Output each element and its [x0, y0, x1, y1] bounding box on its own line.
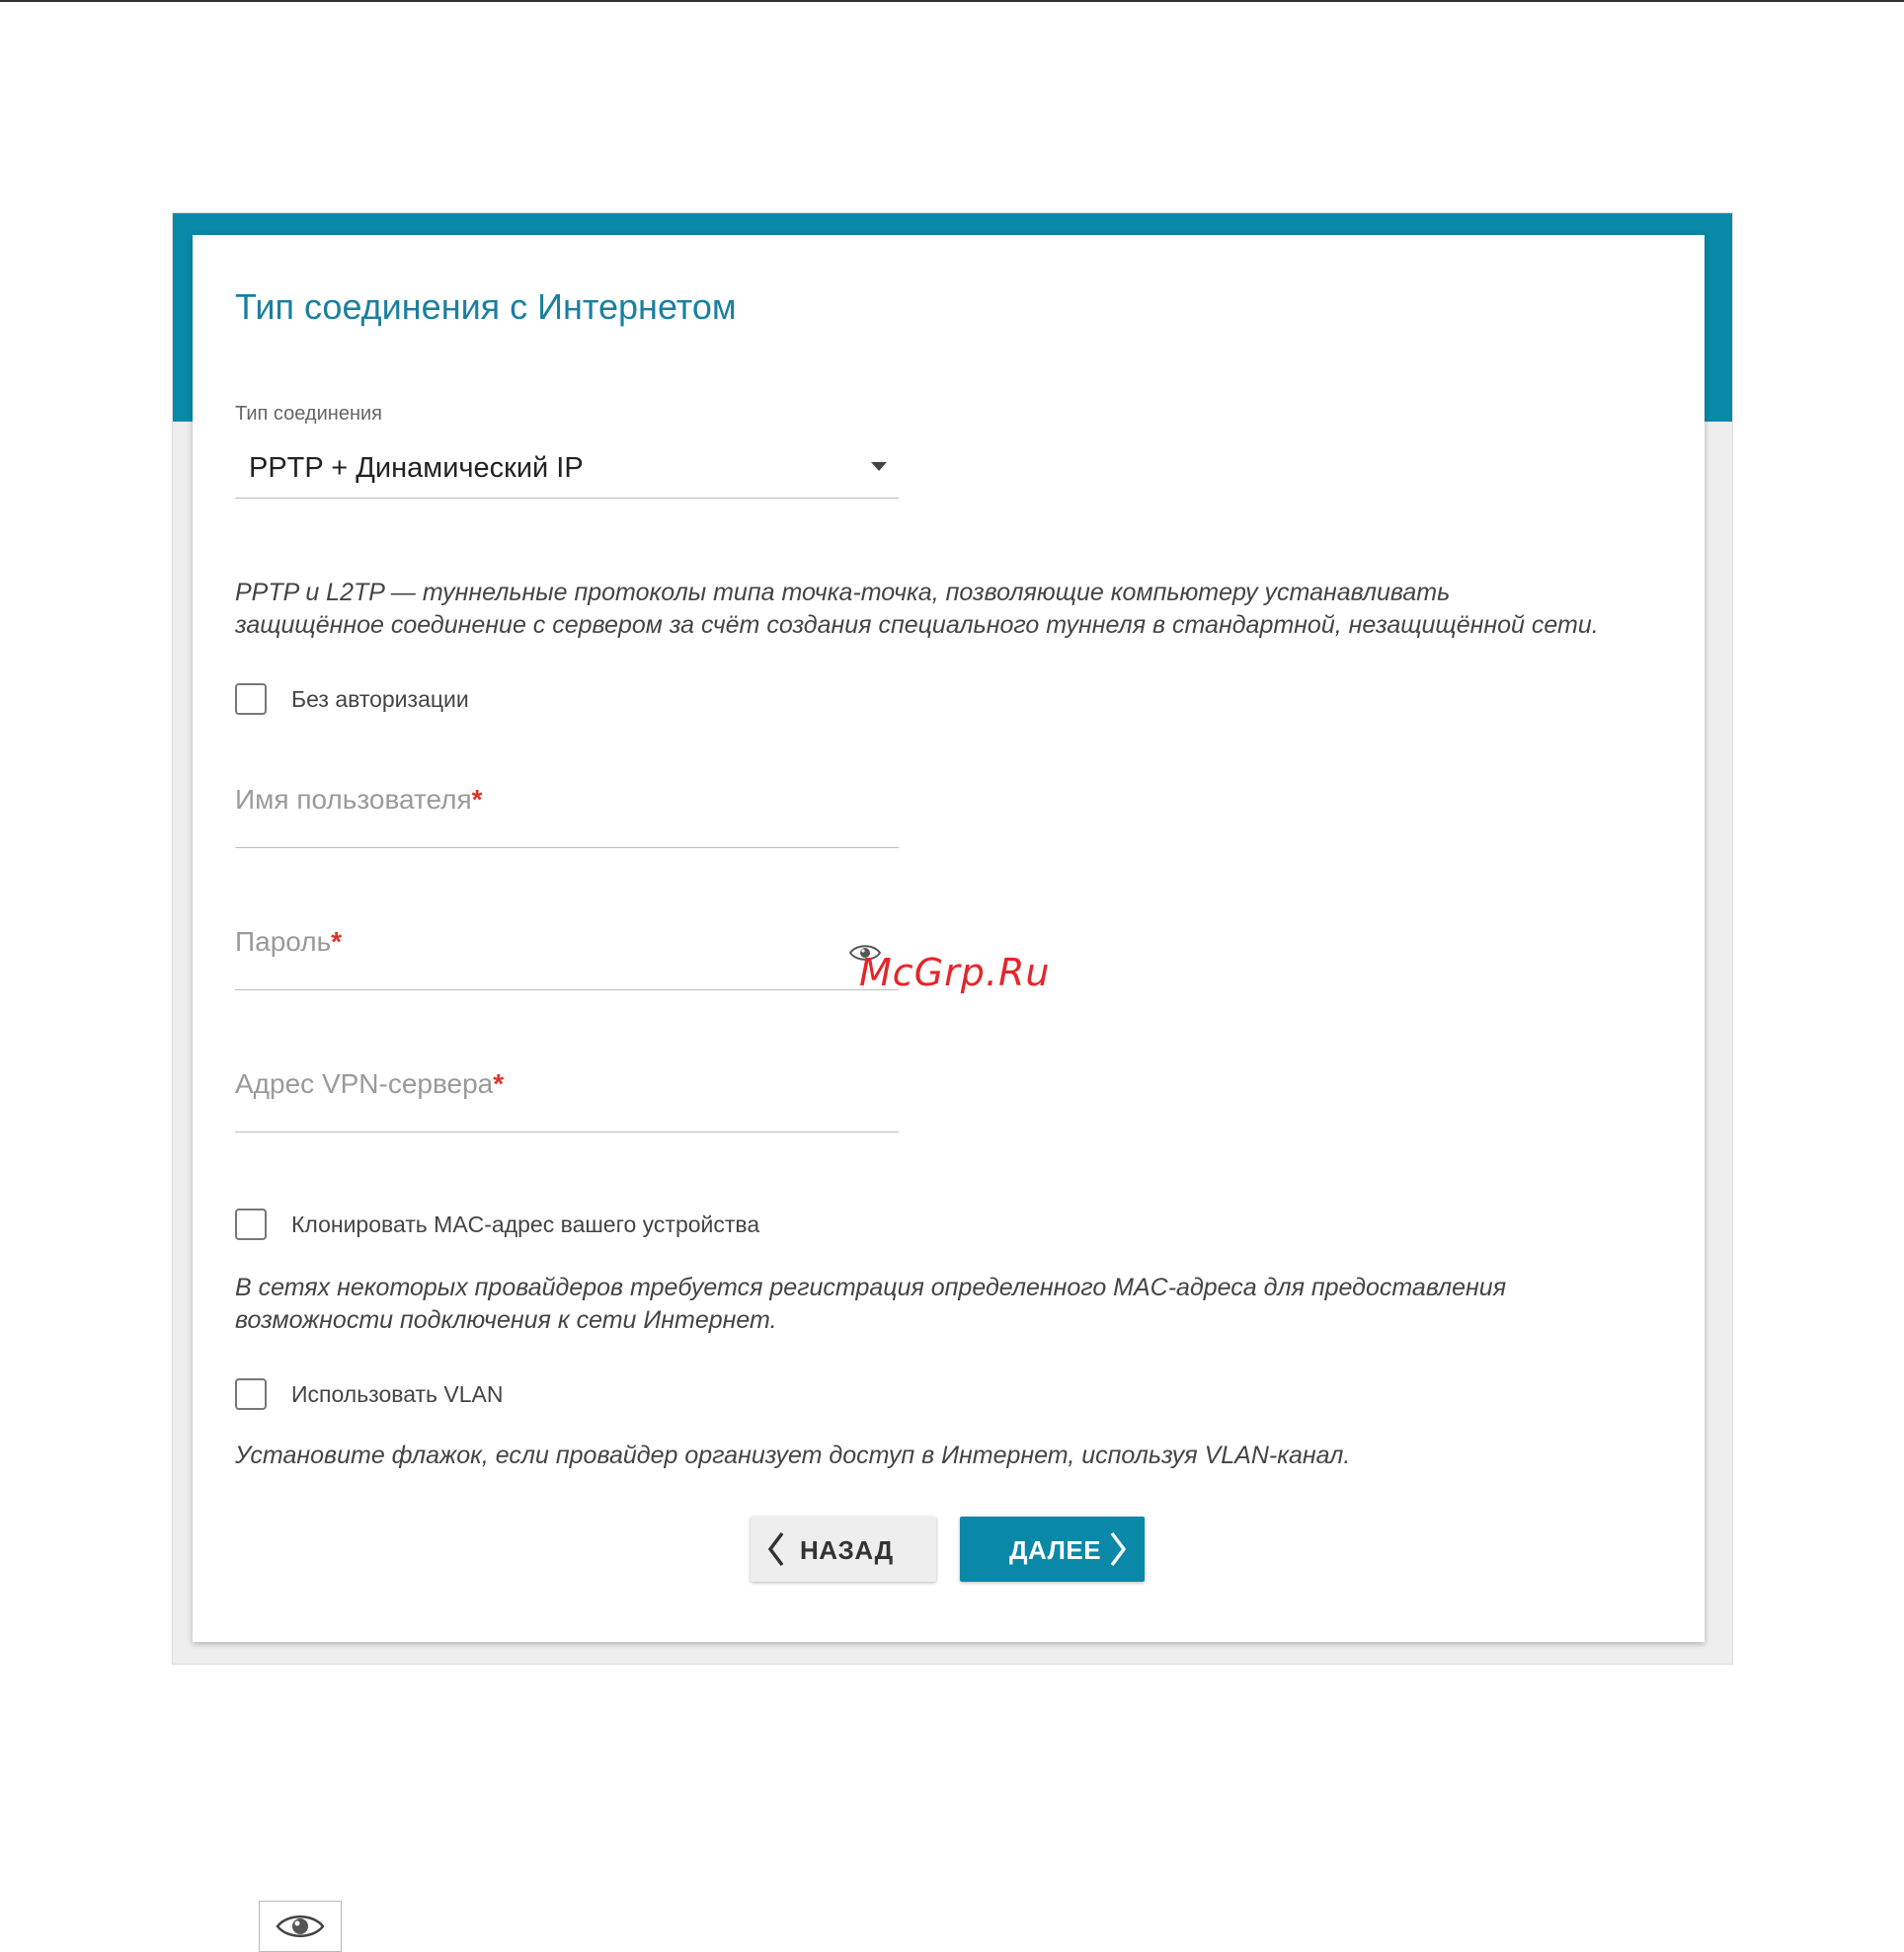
clone-mac-hint: [235, 1272, 1657, 1337]
vlan-checkbox[interactable]: [235, 1378, 267, 1410]
required-mark: *: [471, 784, 483, 815]
required-mark: *: [331, 926, 343, 957]
vlan-hint: Установите флажок, если провайдер организует доступ в Интернет, используя VLAN-канал.: [235, 1442, 1351, 1469]
page-title: Тип соединения с Интернетом: [235, 286, 737, 327]
eye-icon: [276, 1912, 325, 1941]
required-mark: *: [493, 1068, 505, 1099]
clone-mac-hint-line1: В сетях некоторых провайдеров требуется регистрация определенного MAC-адреса для предоставления: [235, 1274, 1507, 1301]
protocol-description: [235, 577, 1657, 642]
no-auth-label: Без авторизации: [291, 686, 469, 712]
vlan-label: Использовать VLAN: [291, 1381, 504, 1407]
next-button-label: ДАЛЕЕ: [1009, 1535, 1102, 1565]
wizard-card: [193, 235, 1705, 1642]
connection-type-select[interactable]: [235, 442, 899, 499]
password-placeholder: Пароль*: [235, 926, 343, 957]
back-button[interactable]: [751, 1517, 936, 1582]
clone-mac-label: Клонировать MAC-адрес вашего устройства: [291, 1211, 760, 1237]
top-rule: [0, 0, 1904, 2]
chevron-down-icon: [871, 462, 887, 471]
chevron-left-icon: [766, 1529, 786, 1569]
clone-mac-hint-line2: возможности подключения к сети Интернет.: [235, 1306, 777, 1334]
no-auth-checkbox[interactable]: [235, 683, 267, 715]
username-placeholder: Имя пользователя*: [235, 784, 483, 815]
password-input[interactable]: [235, 920, 899, 990]
chevron-right-icon: [1108, 1529, 1128, 1569]
watermark: McGrp.Ru: [859, 951, 1051, 994]
vpn-server-input[interactable]: [235, 1062, 899, 1132]
connection-type-value: PPTP + Динамический IP: [249, 452, 584, 484]
protocol-description-line1: PPTP и L2TP — туннельные протоколы типа точка-точка, позволяющие компьютеру устанавливать: [235, 579, 1451, 606]
vpn-server-placeholder: Адрес VPN-сервера*: [235, 1068, 505, 1099]
eye-icon-legend: [259, 1901, 342, 1952]
protocol-description-line2: защищённое соединение с сервером за счёт создания специального туннеля в стандартной, незащищённой сети.: [235, 611, 1599, 639]
next-button[interactable]: [960, 1517, 1145, 1582]
back-button-label: НАЗАД: [800, 1535, 894, 1565]
clone-mac-checkbox[interactable]: [235, 1209, 267, 1240]
username-input[interactable]: [235, 778, 899, 848]
connection-type-label: Тип соединения: [235, 403, 382, 425]
